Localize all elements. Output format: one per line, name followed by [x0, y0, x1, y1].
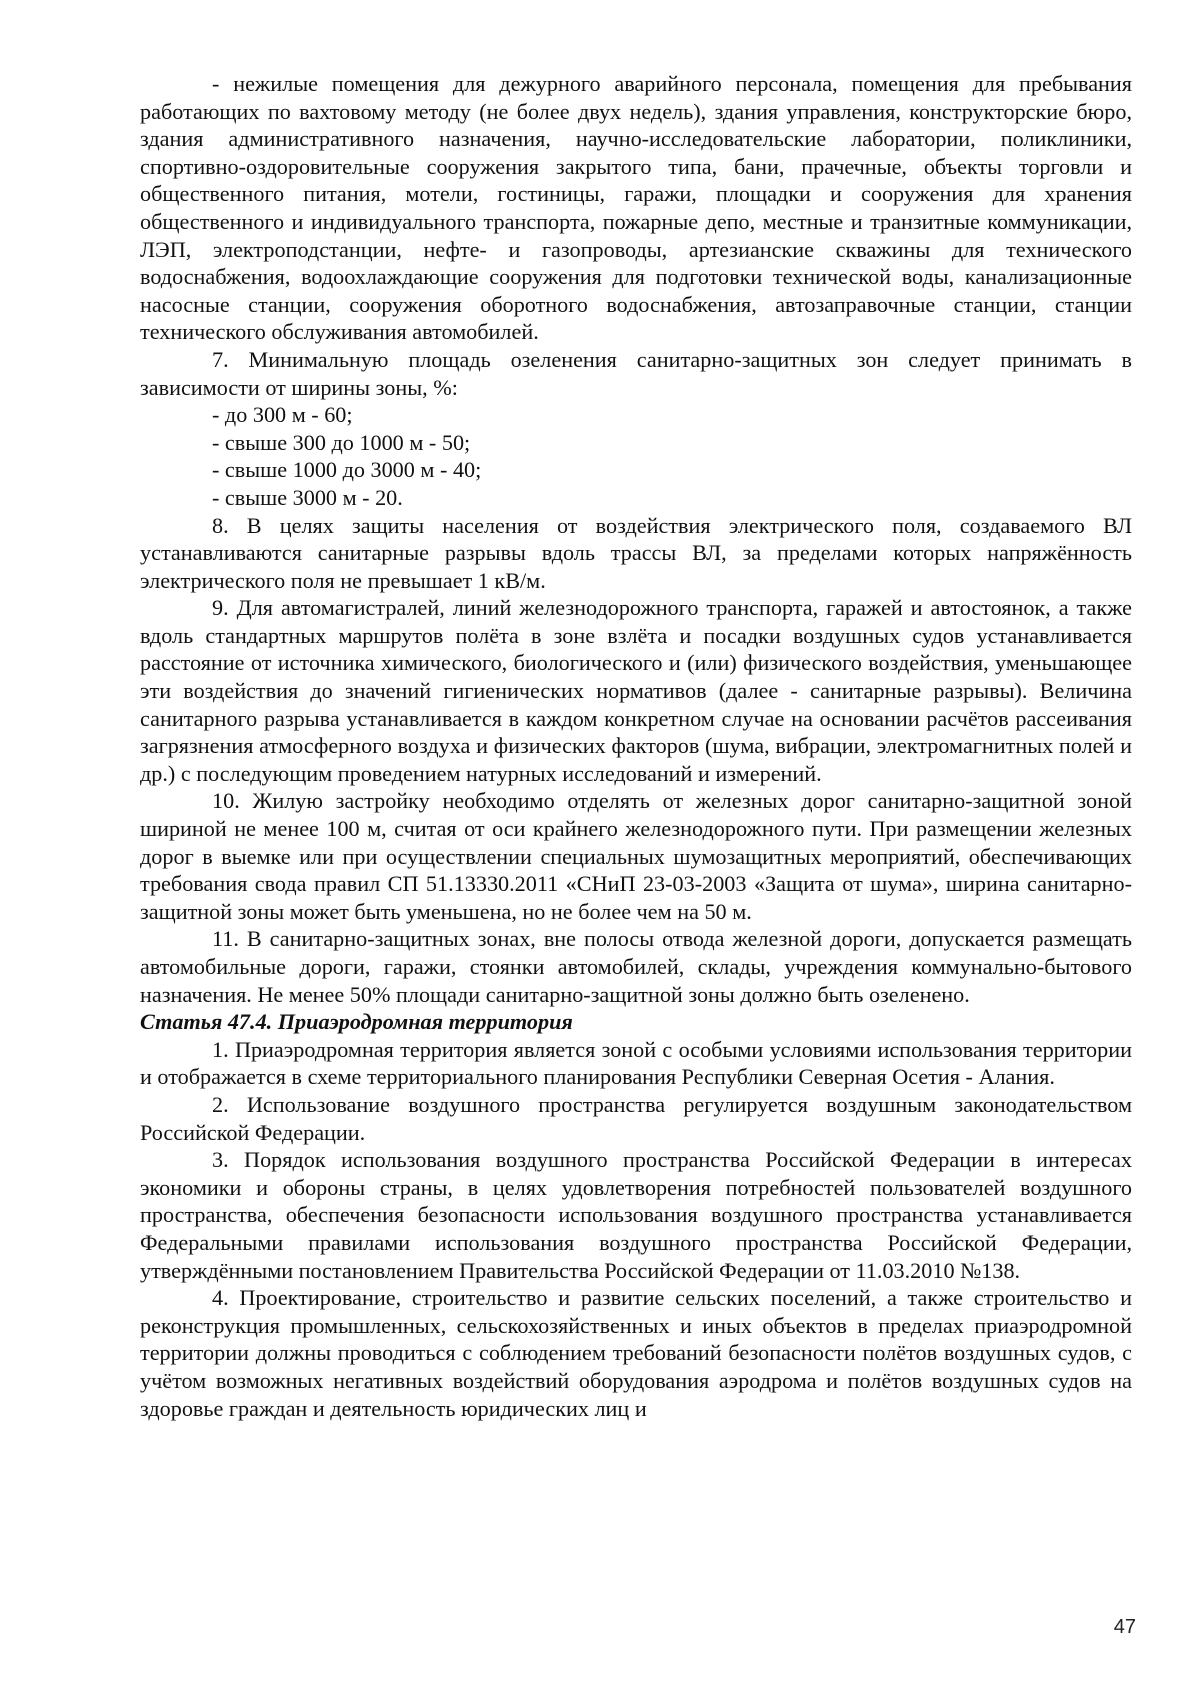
paragraph-item-10: 10. Жилую застройку необходимо отделять от железных дорог санитарно-защитной зоной шириной не менее 100 м, считая от оси крайнего железнодорожного пути. При размещении железных дорог в выемке или при осуществлении специальных шумозащитных мероприятий, обеспечивающих требования свода правил СП 51.13330.2011 «СНиП 23-03-2003 «Защита от шума», ширина санитарно-защитной зоны может быть уменьшена, но не более чем на 50 м. — [140, 788, 1132, 924]
paragraph-item-8: 8. В целях защиты населения от воздействия электрического поля, создаваемого ВЛ устанавливаются санитарные разрывы вдоль трассы ВЛ, за пределами которых напряжённость электрического поля не превышает 1 кВ/м. — [140, 512, 1132, 593]
paragraph-item-1: 1. Приаэродромная территория является зоной с особыми условиями использования территории и отображается в схеме территориального планирования Республики Северная Осетия - Алания. — [140, 1036, 1132, 1090]
paragraph-item-7: 7. Минимальную площадь озеленения санитарно-защитных зон следует принимать в зависимости от ширины зоны, %: — [140, 346, 1132, 400]
paragraph-item-2: 2. Использование воздушного пространства регулируется воздушным законодательством Российской Федерации. — [140, 1091, 1132, 1145]
list-item: - свыше 3000 м - 20. — [212, 484, 403, 510]
list-item: - свыше 300 до 1000 м - 50; — [212, 429, 471, 455]
paragraph-nonresidential-premises: - нежилые помещения для дежурного аварийного персонала, помещения для пребывания работающих по вахтовому методу (не более двух недель), здания управления, конструкторские бюро, здания административного назначения, научно-исследовательские лаборатории, поликлиники, спортивно-оздоровительные сооружения закрытого типа, бани, прачечные, объекты торговли и общественного питания, мотели, гостиницы, гаражи, площадки и сооружения для хранения общественного и индивидуального транспорта, пожарные депо, местные и транзитные коммуникации, ЛЭП, электроподстанции, нефте- и газопроводы, артезианские скважины для технического водоснабжения, водоохлаждающие сооружения для подготовки технической воды, канализационные насосные станции, сооружения оборотного водоснабжения, автозаправочные станции, станции технического обслуживания автомобилей. — [140, 71, 1132, 345]
paragraph-item-4: 4. Проектирование, строительство и развитие сельских поселений, а также строительство и реконструкция промышленных, сельскохозяйственных и иных объектов в пределах приаэродромной территории должны проводиться с соблюдением требований безопасности полётов воздушных судов, с учётом возможных негативных воздействий оборудования аэродрома и полётов воздушных судов на здоровье граждан и деятельность юридических лиц и — [140, 1285, 1132, 1421]
list-item: - свыше 1000 до 3000 м - 40; — [212, 457, 482, 483]
page-number: 47 — [1113, 1616, 1136, 1638]
document-page — [140, 70, 1132, 1422]
paragraph-item-3: 3. Порядок использования воздушного пространства Российской Федерации в интересах экономики и обороны страны, в целях удовлетворения потребностей пользователей воздушного пространства, обеспечения безопасности использования воздушного пространства устанавливается Федеральными правилами использования воздушного пространства Российской Федерации, утверждёнными постановлением Правительства Российской Федерации от 11.03.2010 №138. — [140, 1147, 1132, 1283]
section-heading: Статья 47.4. Приаэродромная территория — [140, 1009, 573, 1035]
paragraph-item-9: 9. Для автомагистралей, линий железнодорожного транспорта, гаражей и автостоянок, а также вдоль стандартных маршрутов полёта в зоне взлёта и посадки воздушных судов устанавливается расстояние от источника химического, биологического и (или) физического воздействия, уменьшающее эти воздействия до значений гигиенических нормативов (далее - санитарные разрывы). Величина санитарного разрыва устанавливается в каждом конкретном случае на основании расчётов рассеивания загрязнения атмосферного воздуха и физических факторов (шума, вибрации, электромагнитных полей и др.) с последующим проведением натурных исследований и измерений. — [140, 595, 1132, 786]
paragraph-item-11: 11. В санитарно-защитных зонах, вне полосы отвода железной дороги, допускается размещать автомобильные дороги, гаражи, стоянки автомобилей, склады, учреждения коммунально-бытового назначения. Не менее 50% площади санитарно-защитной зоны должно быть озеленено. — [140, 926, 1132, 1007]
list-item: - до 300 м - 60; — [212, 402, 353, 428]
